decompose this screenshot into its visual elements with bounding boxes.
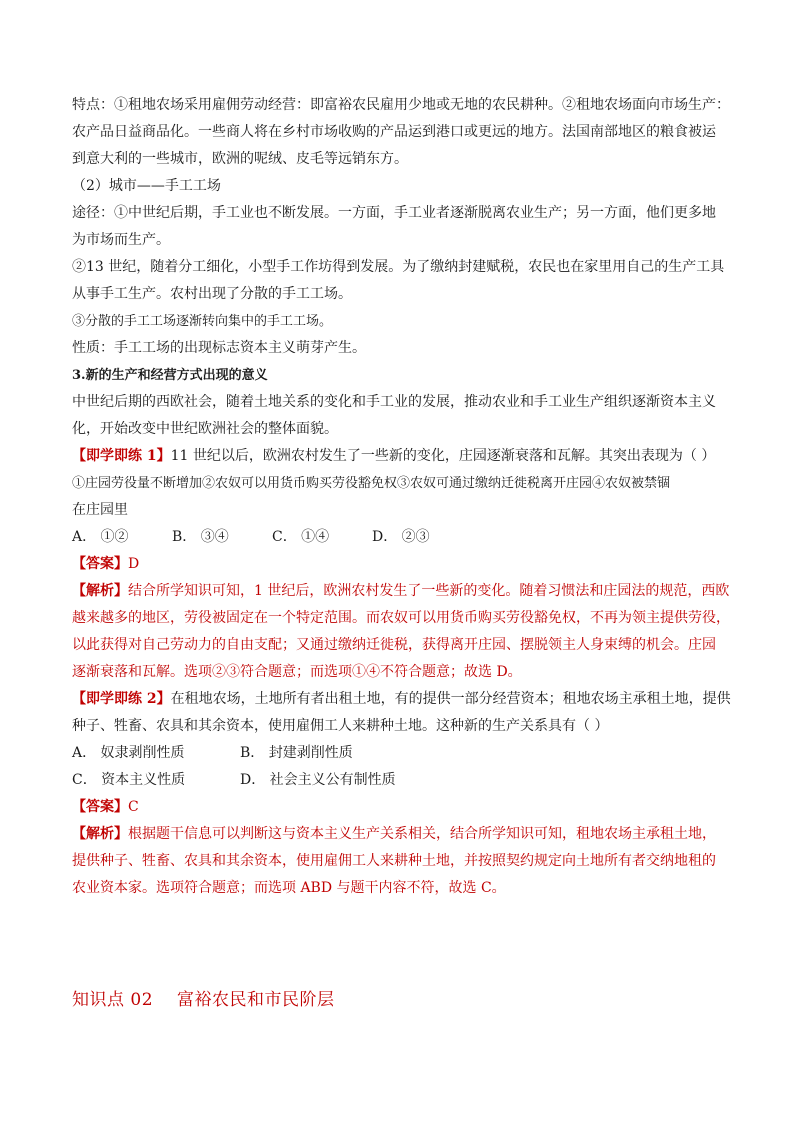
path2-line-2: 从事手工生产。农村出现了分散的手工工场。 (72, 286, 352, 302)
path3-line: ③分散的手工工场逐渐转向集中的手工工场。 (72, 314, 333, 329)
question-2-option-a: A． 奴隶剥削性质 (72, 745, 185, 761)
path2-line-1: ②13 世纪，随着分工细化，小型手工作坊得到发展。为了缴纳封建赋税，农民也在家里用自己的生产工具 (72, 259, 725, 275)
question-2-option-b: B． 封建剥削性质 (240, 745, 353, 761)
question-2-tag: 【即学即练 2】 (72, 691, 171, 707)
section3-line-2: 化，开始改变中世纪欧洲社会的整体面貌。 (72, 421, 338, 437)
question-1-tag: 【即学即练 1】 (72, 448, 171, 464)
path-line-2: 为市场而生产。 (72, 232, 170, 248)
document-body (72, 92, 731, 902)
question-1-options (72, 524, 722, 551)
question-1-items-line-2: 在庄园里 (72, 502, 128, 518)
question-2-option-c: C． 资本主义性质 (72, 772, 186, 788)
section-heading-number: 知识点 02 (72, 990, 154, 1010)
question-1-analysis-text-1: 结合所学知识可知，1 世纪后，欧洲农村发生了一些新的变化。随着习惯法和庄园法的规范，西欧 (128, 583, 730, 599)
path-line-1: 途径：①中世纪后期，手工业也不断发展。一方面，手工业者逐渐脱离农业生产；另一方面，他们更多地 (72, 205, 716, 221)
section3-title: 3.新的生产和经营方式出现的意义 (72, 368, 268, 383)
question-1-answer-tag: 【答案】 (72, 556, 128, 572)
features-line-1: 特点：①租地农场采用雇佣劳动经营：即富裕农民雇用少地或无地的农民耕种。②租地农场面向市场生产： (72, 97, 730, 113)
nature-line: 性质：手工工场的出现标志资本主义萌芽产生。 (72, 340, 366, 356)
question-1-analysis-tag: 【解析】 (72, 583, 128, 599)
question-1-items-line-1: ①庄园劳役量不断增加②农奴可以用货币购买劳役豁免权③农奴可通过缴纳迁徙税离开庄园④农奴被禁锢 (72, 476, 671, 491)
question-1-option-d: D． ②③ (372, 529, 430, 545)
question-1-analysis-line-4: 逐渐衰落和瓦解。选项②③符合题意；而选项①④不符合题意；故选 D。 (72, 664, 522, 680)
question-1-analysis-line-3: 以此获得对自己劳动力的自由支配；又通过缴纳迁徙税，获得离开庄园、摆脱领主人身束缚的机会。庄园 (72, 637, 716, 653)
section3-line-1: 中世纪后期的西欧社会，随着土地关系的变化和手工业的发展，推动农业和手工业生产组织逐渐资本主义 (72, 394, 716, 410)
features-line-3: 到意大利的一些城市，欧洲的呢绒、皮毛等远销东方。 (72, 151, 408, 167)
question-2-analysis-line-1 (72, 821, 722, 848)
question-1-option-c: C． ①④ (272, 529, 330, 545)
question-2-analysis-line-3: 农业资本家。选项符合题意；而选项 ABD 与题干内容不符，故选 C。 (72, 880, 506, 896)
subsection-city: （2）城市——手工工场 (72, 178, 221, 194)
question-2 (72, 686, 731, 713)
question-1-option-b: B． ③④ (172, 529, 229, 545)
question-1-analysis-line-1 (72, 578, 730, 605)
question-1-option-a: A． ①② (72, 529, 129, 545)
question-2-options-row-1 (72, 740, 722, 767)
question-2-answer-tag: 【答案】 (72, 799, 128, 815)
question-2-stem: 在租地农场，土地所有者出租土地，有的提供一部分经营资本；租地农场主承租土地，提供 (170, 691, 731, 707)
question-1 (72, 443, 722, 470)
question-2-options-row-2 (72, 767, 722, 794)
question-2-analysis-line-2: 提供种子、牲畜、农具和其余资本，使用雇佣工人来耕种土地，并按照契约规定向土地所有者交纳地租的 (72, 853, 716, 869)
question-2-answer-value: C (128, 799, 139, 815)
question-1-analysis-line-2: 越来越多的地区，劳役被固定在一个特定范围。而农奴可以用货币购买劳役豁免权，不再为领主提供劳役， (72, 610, 730, 626)
question-1-answer-value: D (128, 556, 140, 572)
section-heading-title: 富裕农民和市民阶层 (177, 990, 335, 1010)
features-line-2: 农产品日益商品化。一些商人将在乡村市场收购的产品运到港口或更远的地方。法国南部地区的粮食被运 (72, 124, 716, 140)
question-1-stem: 11 世纪以后，欧洲农村发生了一些新的变化，庄园逐渐衰落和瓦解。其突出表现为（ ） (170, 448, 716, 464)
question-2-analysis-tag: 【解析】 (72, 826, 128, 842)
question-2-analysis-text-1: 根据题干信息可以判断这与资本主义生产关系相关，结合所学知识可知，租地农场主承租土地， (128, 826, 716, 842)
question-2-option-d: D． 社会主义公有制性质 (240, 772, 396, 788)
question-1-answer (72, 551, 722, 578)
question-2-stem-line-2: 种子、牲畜、农具和其余资本，使用雇佣工人来耕种土地。这种新的生产关系具有（ ） (72, 718, 609, 734)
section-heading (72, 985, 335, 1010)
question-2-answer (72, 794, 722, 821)
